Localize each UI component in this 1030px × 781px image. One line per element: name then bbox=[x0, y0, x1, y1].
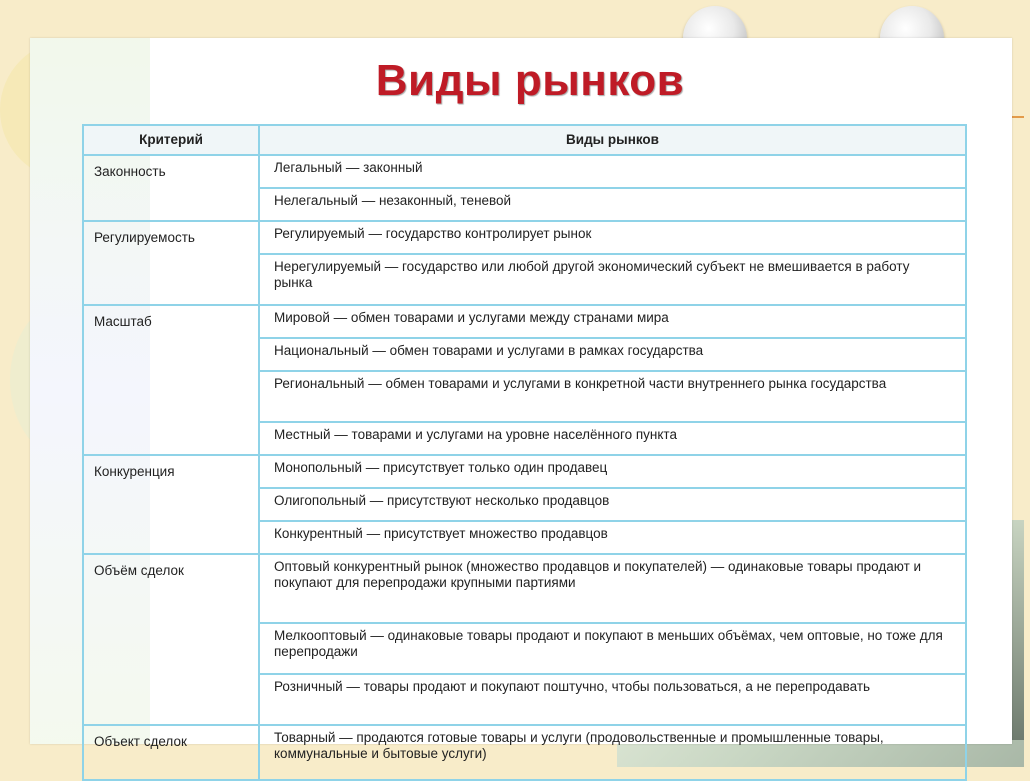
table-row bbox=[83, 221, 966, 254]
market-type-cell: Розничный — товары продают и покупают поштучно, чтобы пользоваться, а не перепродавать bbox=[259, 674, 966, 725]
market-type-cell: Мировой — обмен товарами и услугами между странами мира bbox=[259, 305, 966, 338]
table-row bbox=[83, 554, 966, 623]
market-type-cell: Товарный — продаются готовые товары и услуги (продовольственные и промышленные товары, коммунальные и бытовые услуги) bbox=[259, 725, 966, 780]
table-header-row bbox=[83, 125, 966, 155]
market-type-cell: Конкурентный — присутствует множество продавцов bbox=[259, 521, 966, 554]
table-row bbox=[83, 455, 966, 488]
market-type-cell: Нерегулируемый — государство или любой другой экономический субъект не вмешивается в работу рынка bbox=[259, 254, 966, 305]
market-type-cell: Местный — товарами и услугами на уровне населённого пункта bbox=[259, 422, 966, 455]
market-type-cell: Легальный — законный bbox=[259, 155, 966, 188]
markets-table bbox=[82, 124, 967, 781]
criterion-header: Критерий bbox=[83, 125, 259, 155]
table-row bbox=[83, 155, 966, 188]
market-type-cell: Оптовый конкурентный рынок (множество продавцов и покупателей) — одинаковые товары продают и покупают для перепродажи крупными партиями bbox=[259, 554, 966, 623]
market-type-cell: Регулируемый — государство контролирует рынок bbox=[259, 221, 966, 254]
criterion-cell: Масштаб bbox=[83, 305, 259, 455]
table-row bbox=[83, 305, 966, 338]
criterion-cell: Объект сделок bbox=[83, 725, 259, 780]
market-type-cell: Нелегальный — незаконный, теневой bbox=[259, 188, 966, 221]
market-type-cell: Мелкооптовый — одинаковые товары продают и покупают в меньших объёмах, чем оптовые, но тоже для перепродажи bbox=[259, 623, 966, 674]
criterion-cell: Законность bbox=[83, 155, 259, 221]
market-type-cell: Региональный — обмен товарами и услугами в конкретной части внутреннего рынка государства bbox=[259, 371, 966, 422]
market-types-header: Виды рынков bbox=[259, 125, 966, 155]
slide bbox=[30, 38, 1012, 761]
market-type-cell: Национальный — обмен товарами и услугами в рамках государства bbox=[259, 338, 966, 371]
market-type-cell: Монопольный — присутствует только один продавец bbox=[259, 455, 966, 488]
market-type-cell: Олигопольный — присутствуют несколько продавцов bbox=[259, 488, 966, 521]
criterion-cell: Регулируемость bbox=[83, 221, 259, 305]
criterion-cell: Конкуренция bbox=[83, 455, 259, 554]
criterion-cell: Объём сделок bbox=[83, 554, 259, 725]
table-row bbox=[83, 725, 966, 780]
slide-title: Виды рынков bbox=[375, 56, 685, 105]
